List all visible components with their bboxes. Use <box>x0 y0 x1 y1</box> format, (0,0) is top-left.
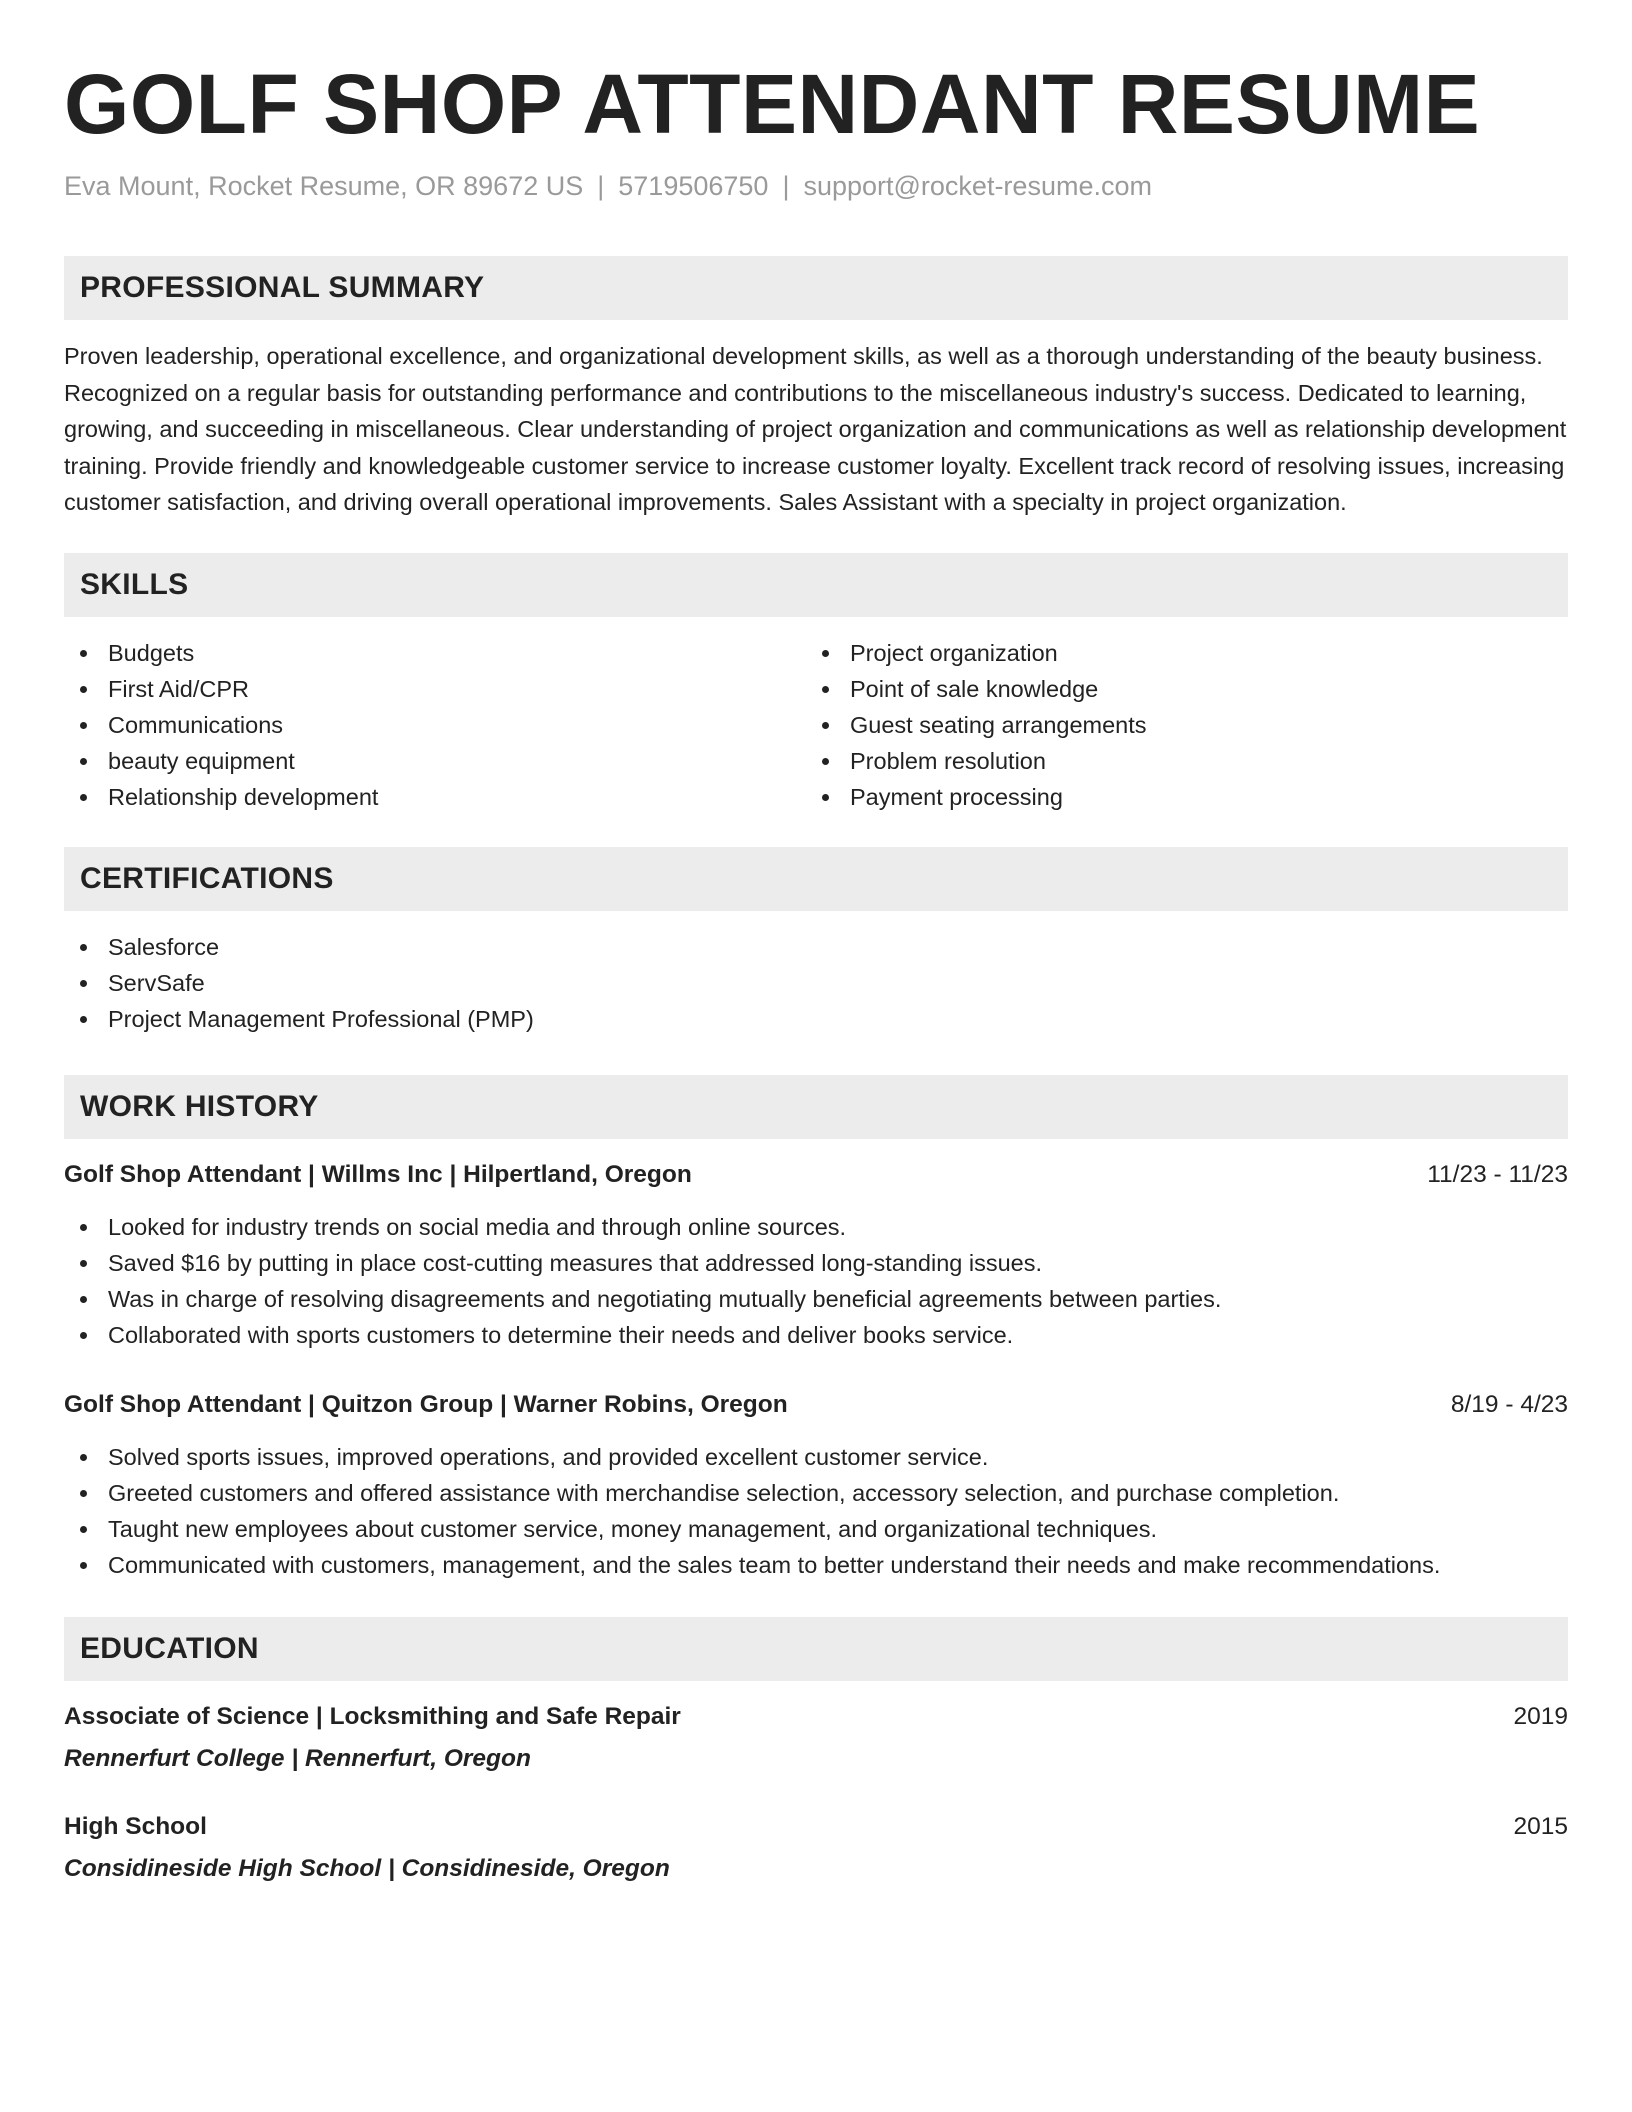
job-duty-item: Taught new employees about customer service, money management, and organizational techniques. <box>64 1511 1568 1547</box>
skill-item: Point of sale knowledge <box>806 671 1548 707</box>
contact-email: support@rocket-resume.com <box>803 171 1152 201</box>
skill-item: Project organization <box>806 635 1548 671</box>
skill-item: First Aid/CPR <box>64 671 806 707</box>
resume-title: GOLF SHOP ATTENDANT RESUME <box>64 57 1481 151</box>
job-entry <box>64 1157 1568 1353</box>
skills-list-left <box>64 635 806 815</box>
education-degree: High School <box>64 1812 207 1840</box>
job-heading: Golf Shop Attendant | Willms Inc | Hilpertland, Oregon <box>64 1160 692 1188</box>
section-header-skills: SKILLS <box>64 553 1568 617</box>
job-duties-list <box>64 1439 1568 1583</box>
section-header-certifications: CERTIFICATIONS <box>64 847 1568 911</box>
resume-page <box>64 54 1568 1887</box>
education-heading-row <box>64 1699 1568 1735</box>
contact-phone: 5719506750 <box>618 171 769 201</box>
job-heading-row <box>64 1387 1568 1423</box>
job-duty-item: Solved sports issues, improved operations, and provided excellent customer service. <box>64 1439 1568 1475</box>
skill-item: beauty equipment <box>64 743 806 779</box>
education-heading-row <box>64 1809 1568 1845</box>
job-duty-item: Was in charge of resolving disagreements and negotiating mutually beneficial agreements between parties. <box>64 1281 1568 1317</box>
certifications-list <box>64 929 1568 1037</box>
section-header-summary: PROFESSIONAL SUMMARY <box>64 256 1568 320</box>
job-entry <box>64 1387 1568 1583</box>
certification-item: Project Management Professional (PMP) <box>64 1001 1568 1037</box>
skill-item: Payment processing <box>806 779 1548 815</box>
job-duty-item: Communicated with customers, management, and the sales team to better understand their needs and make recommendations. <box>64 1547 1568 1583</box>
education-year: 2015 <box>1513 1812 1568 1840</box>
certification-item: Salesforce <box>64 929 1568 965</box>
job-dates: 11/23 - 11/23 <box>1427 1160 1568 1188</box>
job-duty-item: Looked for industry trends on social media and through online sources. <box>64 1209 1568 1245</box>
education-degree: Associate of Science | Locksmithing and Safe Repair <box>64 1702 681 1730</box>
education-entry <box>64 1809 1568 1887</box>
skill-item: Budgets <box>64 635 806 671</box>
education-entry <box>64 1699 1568 1777</box>
contact-address: Eva Mount, Rocket Resume, OR 89672 US <box>64 171 584 201</box>
job-heading: Golf Shop Attendant | Quitzon Group | Warner Robins, Oregon <box>64 1390 788 1418</box>
job-duty-item: Collaborated with sports customers to determine their needs and deliver books service. <box>64 1317 1568 1353</box>
skills-list-right <box>806 635 1548 815</box>
skill-item: Relationship development <box>64 779 806 815</box>
education-year: 2019 <box>1513 1702 1568 1730</box>
section-header-work-history: WORK HISTORY <box>64 1075 1568 1139</box>
contact-line <box>64 168 1568 204</box>
contact-separator: | <box>782 171 790 201</box>
section-header-education: EDUCATION <box>64 1617 1568 1681</box>
education-school: Rennerfurt College | Rennerfurt, Oregon <box>64 1744 531 1772</box>
skill-item: Guest seating arrangements <box>806 707 1548 743</box>
job-dates: 8/19 - 4/23 <box>1450 1390 1568 1418</box>
skills-columns <box>64 635 1568 815</box>
skill-item: Communications <box>64 707 806 743</box>
summary-text: Proven leadership, operational excellence, and organizational development skills, as well as a thorough understanding of the beauty business. Recognized on a regular basis for outstanding performance and contributions to the miscellaneous industry's success. Dedicated to learning, growing, and succeeding in miscellaneous. Clear understanding of project organization and communications as well as relationship development training. Provide friendly and knowledgeable customer service to increase customer loyalty. Excellent track record of resolving issues, increasing customer satisfaction, and driving overall operational improvements. Sales Assistant with a specialty in project organization. <box>64 343 1567 515</box>
skill-item: Problem resolution <box>806 743 1548 779</box>
job-duty-item: Greeted customers and offered assistance with merchandise selection, accessory selection, and purchase completion. <box>64 1475 1568 1511</box>
job-duties-list <box>64 1209 1568 1353</box>
contact-separator: | <box>597 171 605 201</box>
education-school: Considineside High School | Considineside, Oregon <box>64 1854 670 1882</box>
job-heading-row <box>64 1157 1568 1193</box>
certification-item: ServSafe <box>64 965 1568 1001</box>
job-duty-item: Saved $16 by putting in place cost-cutting measures that addressed long-standing issues. <box>64 1245 1568 1281</box>
